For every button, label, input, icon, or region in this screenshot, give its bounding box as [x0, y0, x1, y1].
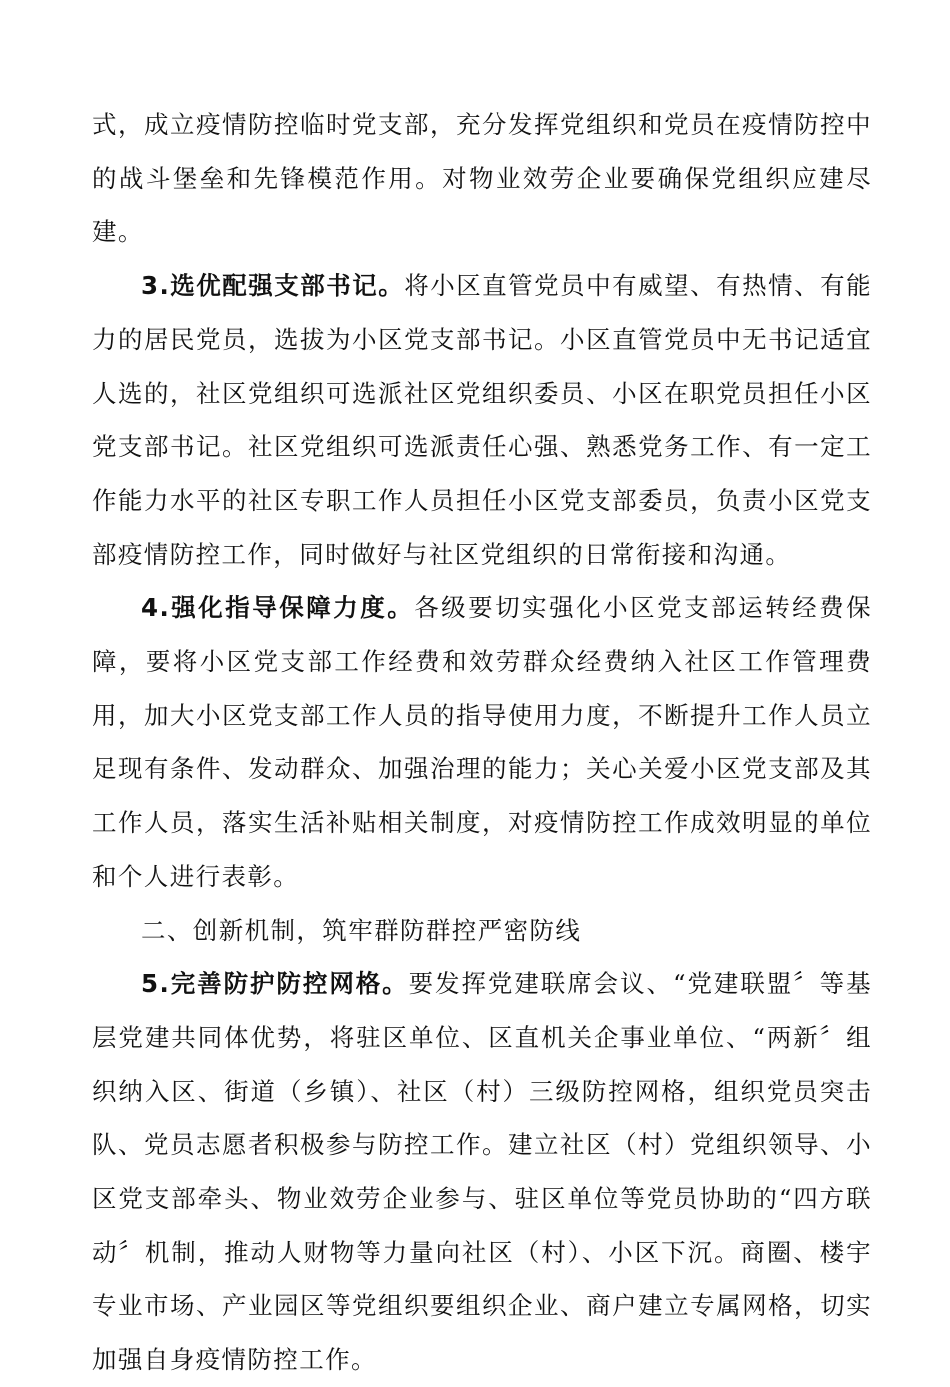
document-page [92, 98, 872, 1387]
section-heading-2: 二、创新机制，筑牢群防群控严密防线 [141, 915, 582, 945]
item-5-title: 5.完善防护防控网格。 [141, 969, 409, 999]
item-5-body: 要发挥党建联席会议、“党建联盟〞等基层党建共同体优势，将驻区单位、区直机关企事业单位、“两新〞组织纳入区、街道（乡镇）、社区（村）三级防控网格，组织党员突击队、党员志愿者积极参与防控工作。建立社区（村）党组织领导、小区党支部牵头、物业效劳企业参与、驻区单位等党员协助的“四方联动〞机制，推动人财物等力量向社区（村）、小区下沉。商圈、楼宇专业市场、产业园区等党组织要组织企业、商户建立专属网格，切实加强自身疫情防控工作。 [92, 969, 872, 1375]
item-3-title: 3.选优配强支部书记。 [141, 271, 405, 301]
paragraph-item-5 [92, 957, 872, 1387]
item-4-body: 各级要切实强化小区党支部运转经费保障，要将小区党支部工作经费和效劳群众经费纳入社区工作管理费用，加大小区党支部工作人员的指导使用力度，不断提升工作人员立足现有条件、发动群众、加强治理的能力；关心关爱小区党支部及其工作人员，落实生活补贴相关制度，对疫情防控工作成效明显的单位和个人进行表彰。 [92, 593, 872, 891]
paragraph-item-3 [92, 259, 872, 581]
paragraph-continuation: 式，成立疫情防控临时党支部，充分发挥党组织和党员在疫情防控中的战斗堡垒和先锋模范作用。对物业效劳企业要确保党组织应建尽建。 [92, 110, 872, 247]
item-4-title: 4.强化指导保障力度。 [141, 593, 415, 623]
item-3-body: 将小区直管党员中有威望、有热情、有能力的居民党员，选拔为小区党支部书记。小区直管党员中无书记适宜人选的，社区党组织可选派社区党组织委员、小区在职党员担任小区党支部书记。社区党组织可选派责任心强、熟悉党务工作、有一定工作能力水平的社区专职工作人员担任小区党支部委员，负责小区党支部疫情防控工作，同时做好与社区党组织的日常衔接和沟通。 [92, 271, 872, 569]
paragraph-item-4 [92, 581, 872, 903]
